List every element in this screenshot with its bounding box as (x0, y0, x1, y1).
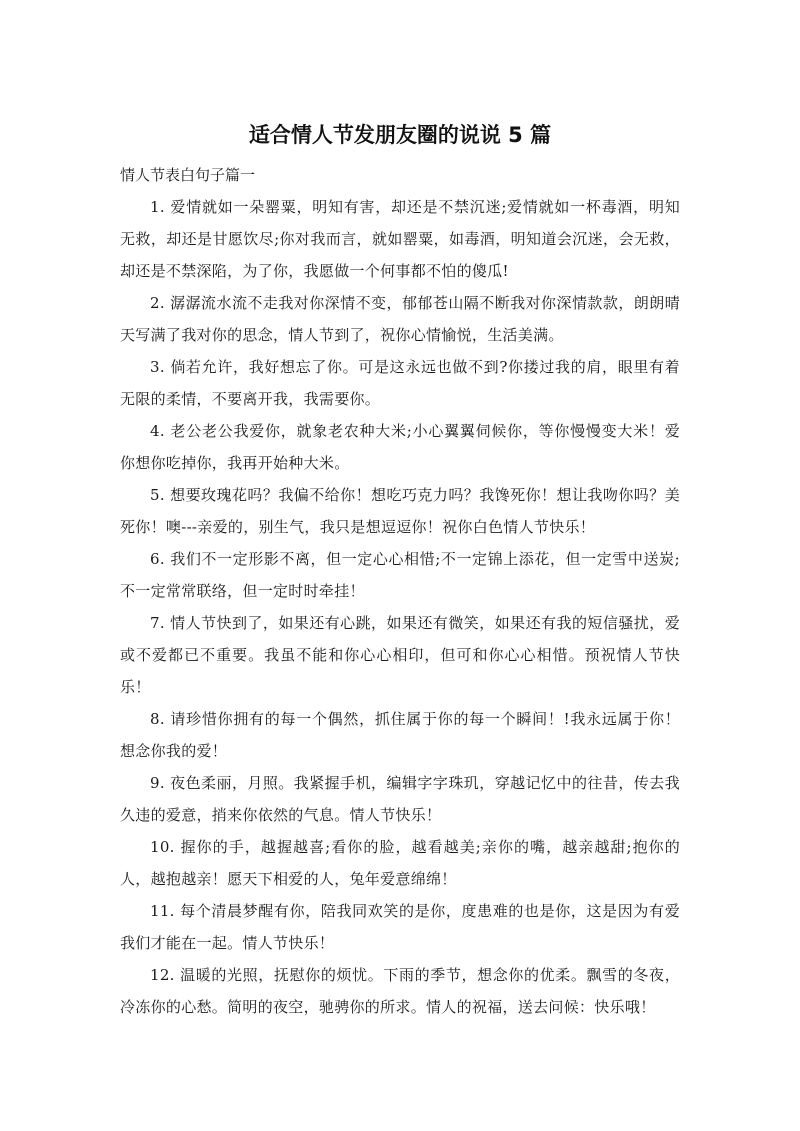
paragraph-9: 9. 夜色柔丽，月照。我紧握手机，编辑字字珠玑，穿越记忆中的往昔，传去我久违的爱意，捎来你依然的气息。情人节快乐！ (120, 774, 680, 824)
paragraph-1: 1. 爱情就如一朵罂粟，明知有害，却还是不禁沉迷;爱情就如一杯毒酒，明知无救，却还是甘愿饮尽;你对我而言，就如罂粟，如毒酒，明知道会沉迷，会无救，却还是不禁深陷，为了你，我愿做一个何事都不怕的傻瓜! (120, 198, 680, 280)
section-heading: 情人节表白句子篇一 (120, 166, 256, 184)
paragraph-11: 11. 每个清晨梦醒有你，陪我同欢笑的是你，度患难的也是你，这是因为有爱我们才能在一起。情人节快乐！ (120, 902, 680, 952)
paragraph-10: 10. 握你的手，越握越喜;看你的脸，越看越美;亲你的嘴，越亲越甜;抱你的人，越抱越亲！愿天下相爱的人，兔年爱意绵绵！ (120, 838, 680, 888)
document-title: 适合情人节发朋友圈的说说 5 篇 (248, 123, 552, 147)
document-body (120, 191, 680, 1023)
paragraph-3: 3. 倘若允许，我好想忘了你。可是这永远也做不到?你搂过我的肩，眼里有着无限的柔情，不要离开我，我需要你。 (120, 358, 680, 408)
paragraph-12: 12. 温暖的光照，抚慰你的烦忧。下雨的季节，想念你的优柔。飘雪的冬夜，冷冻你的心愁。简明的夜空，驰骋你的所求。情人的祝福，送去问候：快乐哦！ (120, 966, 680, 1016)
paragraph-7: 7. 情人节快到了，如果还有心跳，如果还有微笑，如果还有我的短信骚扰，爱或不爱都已不重要。我虽不能和你心心相印，但可和你心心相惜。预祝情人节快乐！ (120, 614, 680, 696)
paragraph-4: 4. 老公老公我爱你，就象老农种大米;小心翼翼伺候你，等你慢慢变大米！爱你想你吃掉你，我再开始种大米。 (120, 422, 680, 472)
paragraph-6: 6. 我们不一定形影不离，但一定心心相惜;不一定锦上添花，但一定雪中送炭;不一定常常联络，但一定时时牵挂！ (120, 550, 680, 600)
paragraph-8: 8. 请珍惜你拥有的每一个偶然，抓住属于你的每一个瞬间！!我永远属于你！想念你我的爱！ (120, 710, 680, 760)
paragraph-5: 5. 想要玫瑰花吗？我偏不给你！想吃巧克力吗？我馋死你！想让我吻你吗？美死你！噢---亲爱的，别生气，我只是想逗逗你！祝你白色情人节快乐！ (120, 486, 680, 536)
paragraph-2: 2. 潺潺流水流不走我对你深情不变，郁郁苍山隔不断我对你深情款款，朗朗晴天写满了我对你的思念，情人节到了，祝你心情愉悦，生活美满。 (120, 294, 680, 344)
